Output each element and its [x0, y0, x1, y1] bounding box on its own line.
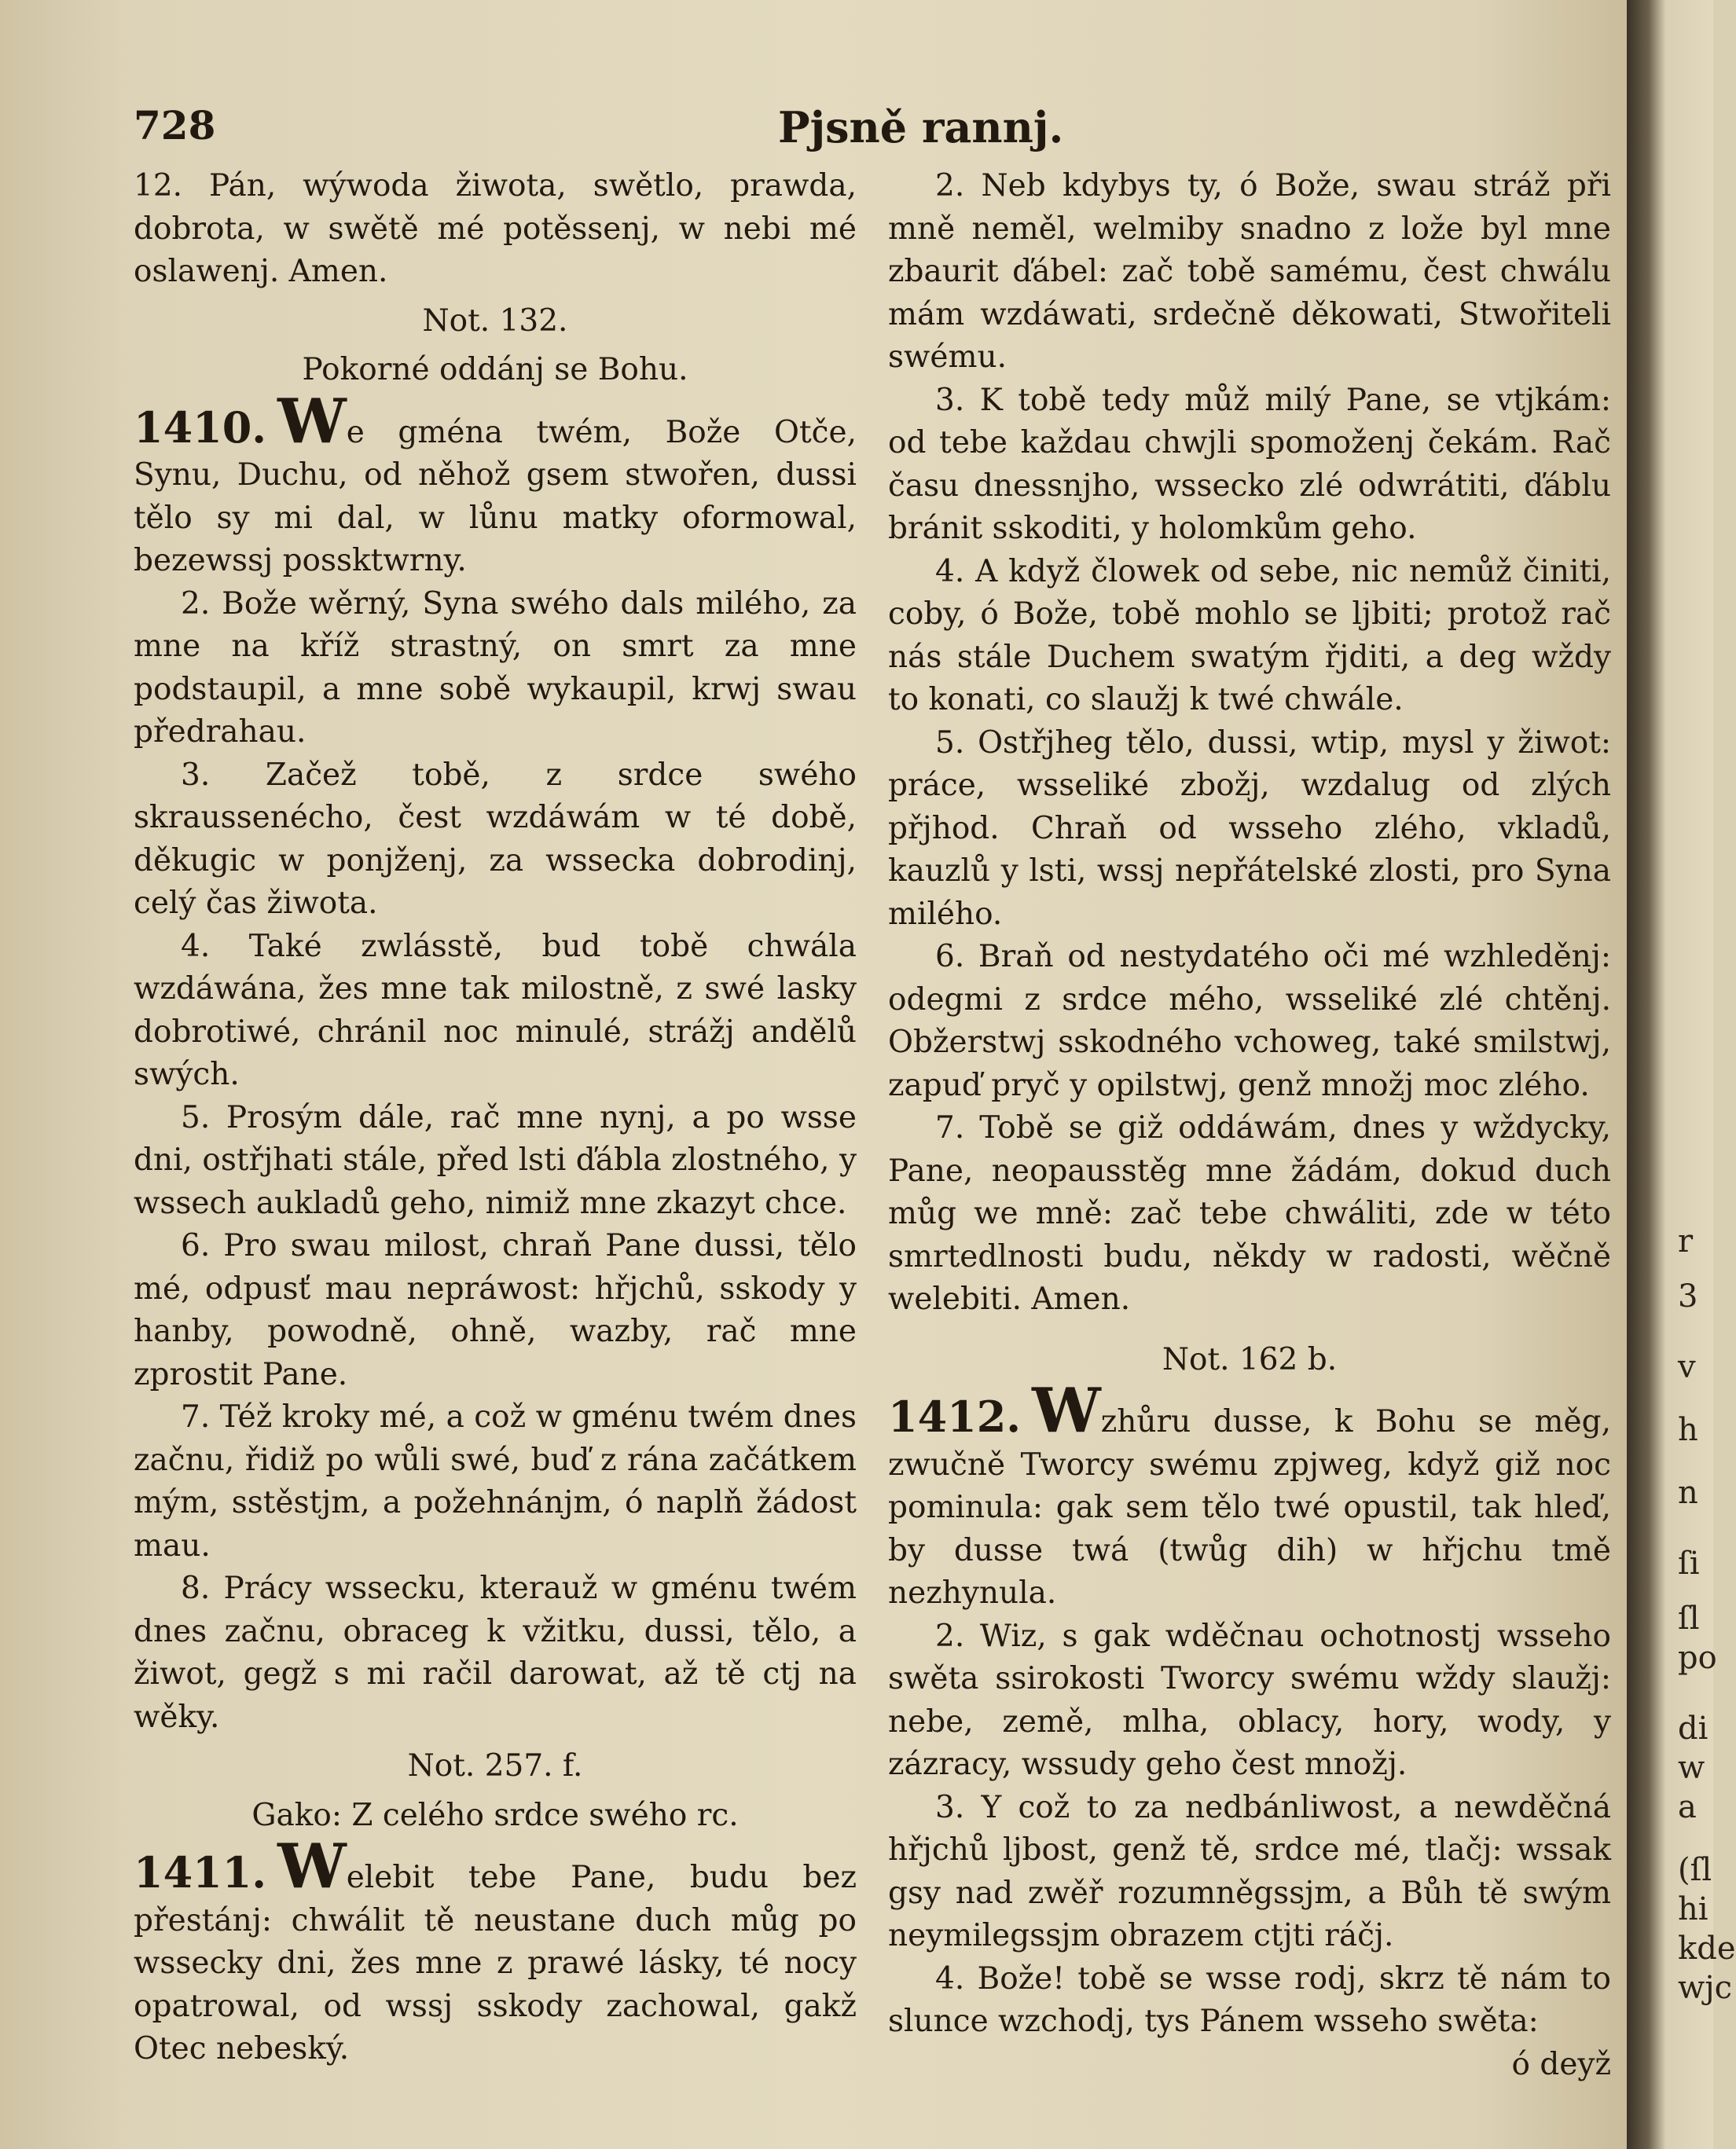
- verse: 3. K tobě tedy můž milý Pane, se vtjkám: od tebe každau chwjli spomoženj čekám. Rač času dnessnjho, wssecko zlé odwrátiti, ďáblu bránit sskoditi, y holomkům geho.: [888, 382, 1611, 546]
- edge-fragment: kde: [1678, 1931, 1736, 1967]
- drop-capital: W: [1032, 1375, 1101, 1447]
- hymn-1411: [134, 1831, 857, 2071]
- hymn-subtitle: Pokorné oddánj se Bohu.: [302, 352, 688, 387]
- hymn-1412: [888, 1375, 1611, 1615]
- verse: 4. A když člowek od sebe, nic nemůž činiti, coby, ó Bože, tobě mohlo se ljbiti; protož rač nás stále Duchem swatým řjditi, a deg wždy to konati, co slaužj k twé chwále.: [888, 553, 1611, 717]
- hymn-1410: [134, 385, 857, 583]
- edge-fragment: h: [1678, 1412, 1698, 1448]
- edge-fragment: v: [1678, 1349, 1696, 1385]
- verse: zhůru dusse, k Bohu se měg, zwučně Tworcy swému zpjweg, když giž noc pominula: gak sem tělo twé opustil, tak hleď, by dusse twá (twůg dih) w hřjchu tmě nezhynula.: [888, 1404, 1611, 1611]
- edge-fragment: n: [1678, 1475, 1698, 1511]
- drop-capital: W: [277, 1831, 347, 1902]
- hymn-number: 1410.: [134, 402, 267, 453]
- verse: 3. Začež tobě, z srdce swého skraussenécho, čest wzdáwám w té době, děkugic w ponjženj, za wssecka dobrodinj, celý čas žiwota.: [134, 757, 857, 921]
- page-header: [134, 102, 1603, 165]
- edge-fragment: po: [1678, 1640, 1717, 1676]
- verse: 2. Neb kdybys ty, ó Bože, swau stráž při mně neměl, welmiby snadno z lože byl mne zbaurit ďábel: zač tobě samému, čest chwálu mám wzdáwati, srdečně děkowati, Stwořiteli swému.: [888, 168, 1611, 375]
- verse: 7. Tobě se giž oddáwám, dnes y wždycky, Pane, neopausstěg mne žádám, dokud duch můg we mně: zač tebe chwáliti, zde w této smrtedlnosti budu, někdy w radosti, wěčně welebiti. Amen.: [888, 1110, 1611, 1317]
- melody-note: Not. 162 b.: [1162, 1341, 1338, 1377]
- edge-fragment: di: [1678, 1711, 1708, 1747]
- catchword: ó deyž: [1511, 2046, 1611, 2082]
- hymn-subtitle: Gako: Z celého srdce swého rc.: [251, 1797, 739, 1833]
- verse: 7. Též kroky mé, a což w gménu twém dnes začnu, řidiž po wůli swé, buď z rána začátkem mým, sstěstjm, a požehnánjm, ó naplň žádost mau.: [134, 1399, 857, 1564]
- edge-fragment: w: [1678, 1750, 1705, 1786]
- edge-fragment: (ſl: [1678, 1852, 1712, 1888]
- verse: 3. Y což to za nedbánliwost, a newděčná hřjchů ljbost, genž tě, srdce mé, tlačj: wssak gsy nad zwěř rozumněgssjm, a Bůh tě swým neymilegssjm obrazem ctjti ráčj.: [888, 1789, 1611, 1953]
- verse: 4. Bože! tobě se wsse rodj, skrz tě nám to slunce wzchodj, tys Pánem wsseho swěta:: [888, 1960, 1611, 2039]
- verse: elebit tebe Pane, budu bez přestánj: chwálit tě neustane duch můg po wssecky dni, žes mne z prawé lásky, té nocy opatrowal, od wssj sskody zachowal, gakž Otec nebeský.: [134, 1860, 857, 2066]
- page-number: 728: [134, 102, 216, 149]
- edge-fragment: ſl: [1678, 1601, 1700, 1637]
- edge-fragment: hi: [1678, 1891, 1708, 1927]
- edge-fragment: wjc: [1678, 1970, 1733, 2006]
- edge-fragment: r: [1678, 1223, 1694, 1260]
- verse: 2. Wiz, s gak wděčnau ochotnostj wsseho swěta ssirokosti Tworcy swému wždy slaužj: nebe, země, mlha, oblacy, hory, wody, y zázracy, wssudy geho čest množj.: [888, 1618, 1611, 1782]
- hymn-number: 1412.: [888, 1392, 1022, 1442]
- verse: 12. Pán, wýwoda žiwota, swětlo, prawda, dobrota, w swětě mé potěssenj, w nebi mé oslawenj. Amen.: [134, 168, 857, 289]
- melody-note: Not. 257. f.: [407, 1748, 583, 1784]
- verse: 8. Prácy wssecku, kterauž w gménu twém dnes začnu, obraceg k vžitku, dussi, tělo, a žiwot, gegž s mi račil darowat, až tě ctj na wěky.: [134, 1571, 857, 1735]
- hymn-number: 1411.: [134, 1847, 267, 1898]
- drop-capital: W: [277, 385, 347, 457]
- left-column: [134, 165, 857, 2071]
- verse: 5. Ostřjheg tělo, dussi, wtip, mysl y žiwot: práce, wsseliké zbožj, wzdalug od zlých přjhod. Chraň od wsseho zlého, vkladů, kauzlů y lsti, wssj nepřátelské zlosti, pro Syna milého.: [888, 724, 1611, 932]
- running-title: Pjsně rannj.: [778, 102, 1064, 152]
- melody-note: Not. 132.: [422, 303, 568, 339]
- page-gutter: [1627, 0, 1736, 2149]
- verse: 6. Pro swau milost, chraň Pane dussi, tělo mé, odpusť mau nepráwost: hřjchů, sskody y hanby, powodně, ohně, wazby, rač mne zprostit Pane.: [134, 1228, 857, 1392]
- verse: 4. Také zwlásstě, bud tobě chwála wzdáwána, žes mne tak milostně, z swé lasky dobrotiwé, chránil noc minulé, strážj andělů swých.: [134, 928, 857, 1092]
- verse: 2. Bože wěrný, Syna swého dals milého, za mne na kříž strastný, on smrt za mne podstaupil, a mne sobě wykaupil, krwj swau předrahau.: [134, 585, 857, 750]
- verse: 6. Braň od nestydatého oči mé wzhleděnj: odegmi z srdce mého, wsseliké zlé chtěnj. Obžerstwj sskodného vchoweg, také smilstwj, zapuď pryč y opilstwj, genž množj moc zlého.: [888, 939, 1611, 1103]
- right-column: [888, 165, 1611, 2086]
- verse: e gména twém, Bože Otče, Synu, Duchu, od něhož gsem stwořen, dussi tělo sy mi dal, w lůnu matky oformowal, bezewssj possktwrny.: [134, 414, 857, 578]
- edge-fragment: 3: [1678, 1278, 1698, 1315]
- verse: 5. Prosým dále, rač mne nynj, a po wsse dni, ostřjhati stále, před lsti ďábla zlostného, y wssech aukladů geho, nimiž mne zkazyt chce.: [134, 1099, 857, 1221]
- edge-fragment: ſi: [1678, 1546, 1700, 1582]
- edge-fragment: a: [1678, 1789, 1697, 1825]
